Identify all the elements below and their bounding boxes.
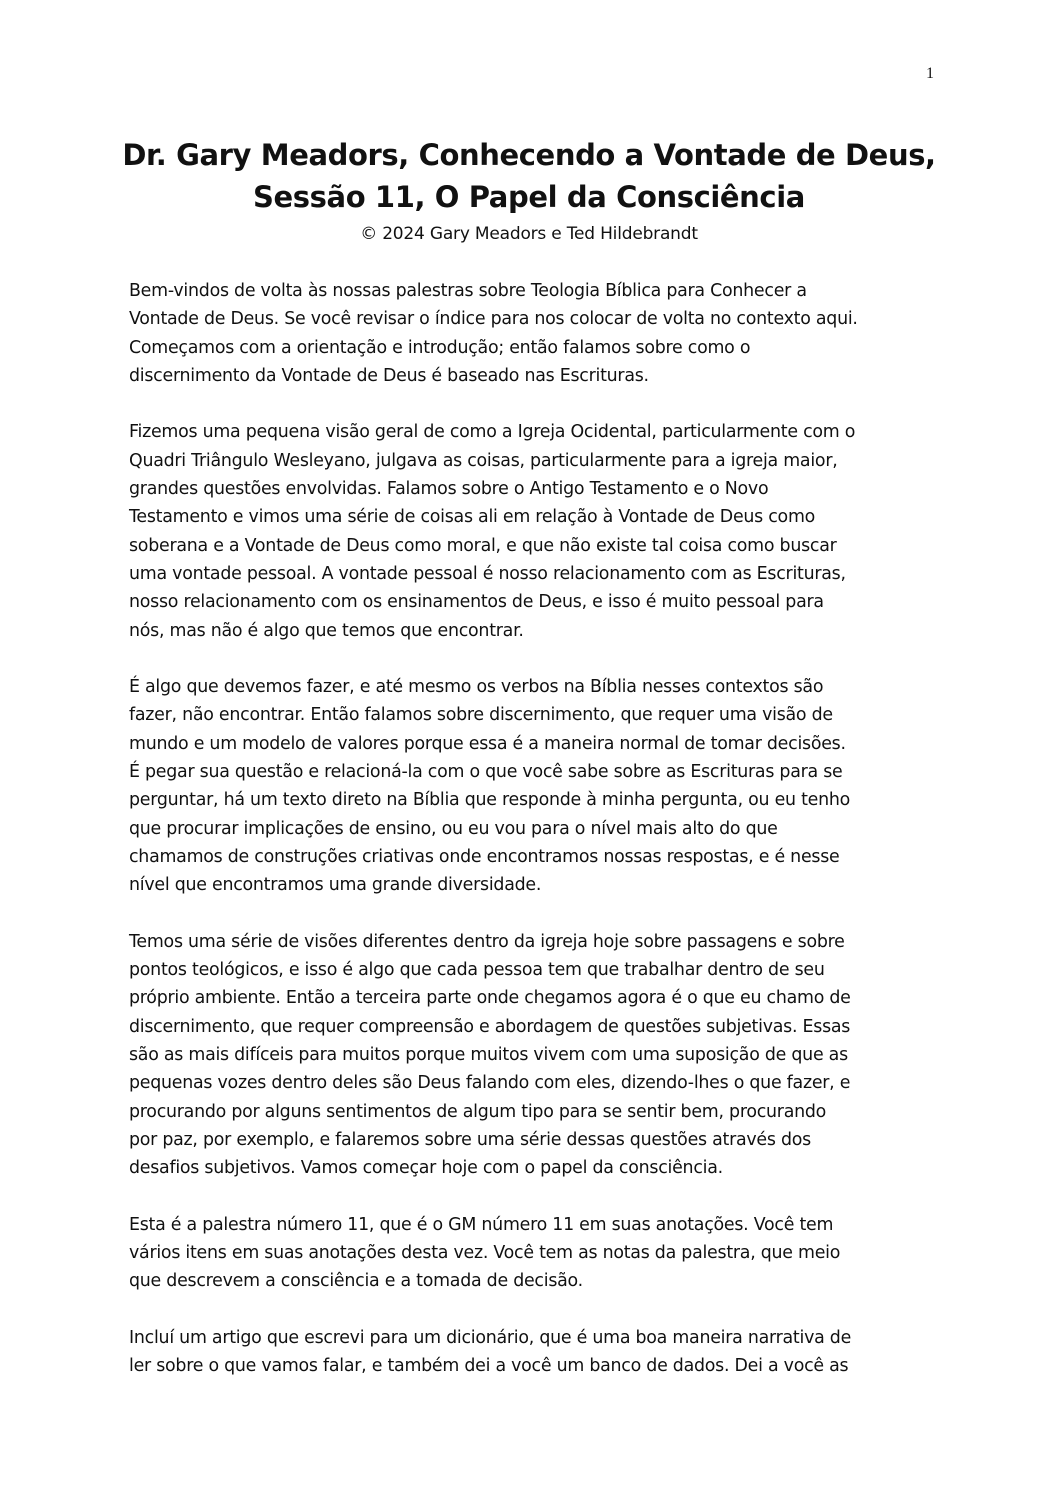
text-line: Quadri Triângulo Wesleyano, julgava as coisas, particularmente para a igreja maior, (129, 450, 838, 471)
paragraph-1 (129, 277, 939, 390)
page-number: 1 (926, 65, 934, 82)
text-line: discernimento da Vontade de Deus é baseado nas Escrituras. (129, 365, 649, 386)
text-line: nível que encontramos uma grande diversidade. (129, 875, 542, 896)
text-line: Bem-vindos de volta às nossas palestras sobre Teologia Bíblica para Conhecer a (129, 281, 807, 301)
text-line: Temos uma série de visões diferentes dentro da igreja hoje sobre passagens e sobre (129, 931, 845, 952)
paragraph-4 (129, 928, 939, 1183)
text-line: Testamento e vimos uma série de coisas ali em relação à Vontade de Deus como (129, 507, 816, 528)
paragraph-5 (129, 1211, 939, 1296)
text-line: nosso relacionamento com os ensinamentos de Deus, e isso é muito pessoal para (129, 592, 824, 613)
text-line: por paz, por exemplo, e falaremos sobre uma série dessas questões através dos (129, 1129, 811, 1150)
copyright-notice: © 2024 Gary Meadors e Ted Hildebrandt (360, 224, 698, 244)
text-line: Começamos com a orientação e introdução; então falamos sobre como o (129, 337, 751, 358)
text-line: que descrevem a consciência e a tomada de decisão. (129, 1271, 583, 1292)
text-line: vários itens em suas anotações desta vez. Você tem as notas da palestra, que meio (129, 1243, 841, 1264)
text-line: É algo que devemos fazer, e até mesmo os verbos na Bíblia nesses contextos são (129, 677, 824, 698)
text-line: discernimento, que requer compreensão e abordagem de questões subjetivas. Essas (129, 1016, 851, 1037)
text-line: fazer, não encontrar. Então falamos sobre discernimento, que requer uma visão de (129, 705, 833, 726)
text-line: ler sobre o que vamos falar, e também dei a você um banco de dados. Dei a você as (129, 1356, 849, 1377)
text-line: soberana e a Vontade de Deus como moral, e que não existe tal coisa como buscar (129, 535, 837, 556)
text-line: nós, mas não é algo que temos que encontrar. (129, 620, 524, 641)
text-line: desafios subjetivos. Vamos começar hoje com o papel da consciência. (129, 1158, 723, 1179)
paragraph-2 (129, 418, 939, 644)
text-line: pequenas vozes dentro deles são Deus falando com eles, dizendo-lhes o que fazer, e (129, 1073, 851, 1094)
text-line: Fizemos uma pequena visão geral de como a Igreja Ocidental, particularmente com o (129, 422, 856, 443)
text-line: Esta é a palestra número 11, que é o GM número 11 em suas anotações. Você tem (129, 1214, 834, 1235)
title-line: Dr. Gary Meadors, Conhecendo a Vontade de Deus, (122, 138, 936, 172)
text-line: uma vontade pessoal. A vontade pessoal é nosso relacionamento com as Escrituras, (129, 563, 846, 584)
text-line: são as mais difíceis para muitos porque muitos vivem com uma suposição de que as (129, 1045, 848, 1066)
document-body (129, 277, 939, 1409)
paragraph-3 (129, 673, 939, 899)
text-line: perguntar, há um texto direto na Bíblia que responde à minha pergunta, ou eu tenho (129, 790, 851, 811)
text-line: Vontade de Deus. Se você revisar o índice para nos colocar de volta no contexto aqui. (129, 309, 858, 330)
title-line: Sessão 11, O Papel da Consciência (253, 180, 805, 214)
text-line: próprio ambiente. Então a terceira parte onde chegamos agora é o que eu chamo de (129, 988, 851, 1009)
text-line: grandes questões envolvidas. Falamos sobre o Antigo Testamento e o Novo (129, 479, 769, 500)
text-line: mundo e um modelo de valores porque essa é a maneira normal de tomar decisões. (129, 733, 846, 754)
text-line: Incluí um artigo que escrevi para um dicionário, que é uma boa maneira narrativa de (129, 1327, 852, 1348)
text-line: chamamos de construções criativas onde encontramos nossas respostas, e é nesse (129, 846, 840, 867)
paragraph-6 (129, 1324, 939, 1381)
text-line: pontos teológicos, e isso é algo que cada pessoa tem que trabalhar dentro de seu (129, 960, 825, 981)
text-line: procurando por alguns sentimentos de algum tipo para se sentir bem, procurando (129, 1101, 827, 1122)
text-line: É pegar sua questão e relacioná-la com o que você sabe sobre as Escrituras para se (129, 762, 843, 783)
text-line: que procurar implicações de ensino, ou eu vou para o nível mais alto do que (129, 818, 778, 839)
document-title (80, 134, 978, 218)
